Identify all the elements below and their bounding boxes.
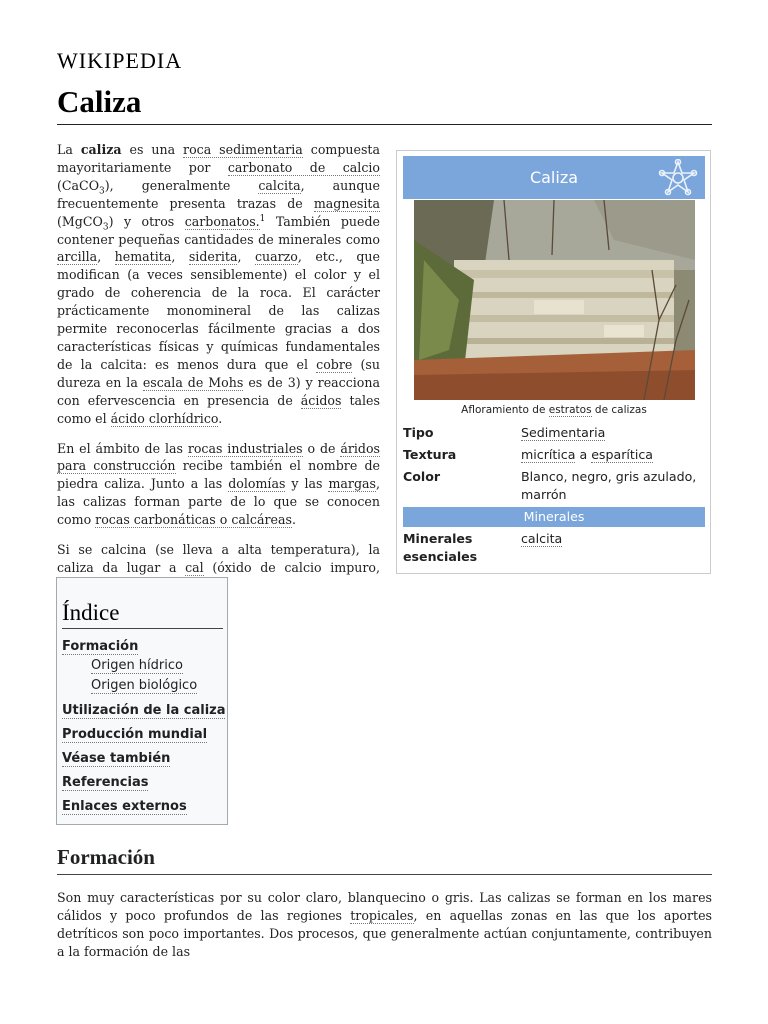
- text-run: tales como el: [57, 392, 380, 426]
- wikipedia-wordmark[interactable]: [57, 48, 182, 74]
- inline-link[interactable]: cuarzo: [254, 249, 298, 265]
- text-run: (óxido de calcio impuro,: [212, 559, 380, 575]
- footnote-ref[interactable]: 1: [259, 213, 266, 224]
- toc-item-origen-biologico[interactable]: [91, 678, 197, 693]
- infobox-title: Caliza: [529, 168, 579, 187]
- text-run: (MgCO: [57, 213, 103, 229]
- toc-item-referencias[interactable]: [62, 775, 148, 790]
- text-run: ,: [171, 249, 189, 265]
- text-run: , en aquellas zonas en las que los aportes detríticos son poco importantes. Dos procesos, que generalmente actúan conjuntamente, contribuyen a la formación de las: [57, 908, 712, 959]
- toc-item-produccion[interactable]: [62, 727, 207, 742]
- text-run: La: [57, 142, 81, 157]
- bold-text: caliza: [80, 142, 122, 157]
- text-run: , aunque frecuentemente presenta trazas de: [57, 177, 380, 211]
- inline-link[interactable]: dolomías: [228, 476, 286, 492]
- text-run: es una: [121, 142, 184, 157]
- text-run: ) y otros: [108, 213, 185, 229]
- text-run: .: [291, 512, 296, 528]
- text-run: (CaCO: [57, 177, 100, 193]
- toc-item-label: Formación: [62, 639, 139, 654]
- text-run: ,: [97, 249, 115, 265]
- text-run: recibe también el nombre de piedra caliza. Junto a las: [57, 458, 380, 492]
- text-run: es de 3) y reacciona con efervescencia en presencia de: [57, 374, 380, 408]
- lead-paragraph-1: [57, 141, 380, 428]
- text-run: .: [218, 410, 223, 426]
- wordmark-middle: IKIPEDI: [78, 48, 166, 73]
- section-paragraph: [57, 889, 712, 961]
- inline-link[interactable]: margas: [328, 476, 376, 492]
- color-label: Color: [403, 469, 441, 484]
- inline-link[interactable]: hematita: [114, 249, 172, 265]
- lead-paragraph-2: [57, 440, 380, 530]
- textura-link-micritica[interactable]: micrítica: [521, 447, 576, 462]
- text-run: ,: [237, 249, 255, 265]
- text-run: (su dureza en la: [57, 356, 380, 390]
- inline-link[interactable]: calcita: [258, 177, 301, 193]
- toc-item-label: Véase también: [62, 751, 171, 766]
- section-heading-formacion: Formación: [57, 845, 712, 875]
- infobox-header: [403, 156, 705, 199]
- tipo-label: Tipo: [403, 425, 434, 440]
- text-run: En el ámbito de las: [57, 440, 188, 456]
- infobox-row-color: [403, 468, 705, 506]
- subscript: 3: [102, 222, 109, 233]
- text-run: , las calizas forman parte de lo que se conocen como: [57, 476, 381, 528]
- caption-text-end: de calizas: [591, 404, 647, 416]
- inline-link[interactable]: carbonatos.: [184, 213, 260, 229]
- infobox: [396, 150, 711, 574]
- textura-label: Textura: [403, 447, 457, 462]
- toc-item-origen-hidrico[interactable]: [91, 658, 183, 673]
- text-run: Son muy características por su color claro, blanquecino o gris. Las calizas se forman en los mares cálidos y poco profundos de las regiones: [57, 890, 712, 923]
- text-run: , etc., que modifican (a veces sensiblemente) el color y el grado de coherencia de la roca. El carácter prácticamente monomineral de las calizas permite reconocerlas fácilmente gracias a dos características físicas y químicas fundamentales de la calcita: es menos dura que el: [57, 249, 380, 372]
- infobox-row-tipo: [403, 424, 705, 444]
- toc-item-enlaces[interactable]: [62, 799, 187, 814]
- rock-icon: [657, 159, 699, 197]
- toc-item-utilizacion[interactable]: [62, 703, 225, 718]
- textura-sep: a: [575, 447, 592, 462]
- inline-link[interactable]: arcilla: [57, 249, 98, 265]
- toc-item-label: Referencias: [62, 775, 149, 790]
- inline-link[interactable]: ácidos: [300, 392, 342, 408]
- inline-link[interactable]: cobre: [316, 356, 353, 372]
- infobox-minerales-header: Minerales: [403, 507, 705, 527]
- inline-link[interactable]: rocas industriales: [187, 440, 303, 456]
- inline-link[interactable]: carbonato de calcio: [227, 159, 380, 175]
- inline-link[interactable]: áridos para construcción: [57, 440, 381, 474]
- inline-link[interactable]: magnesita: [313, 195, 380, 211]
- toc-item-label: Origen biológico: [91, 678, 198, 693]
- wordmark-a: A: [165, 48, 183, 73]
- text-run: compuesta mayoritariamente por: [57, 142, 380, 175]
- toc-item-label: Utilización de la caliza: [62, 703, 226, 718]
- infobox-row-minerales: [403, 530, 705, 568]
- wordmark-w: W: [57, 48, 79, 73]
- subscript: 3: [99, 186, 105, 197]
- textura-link-esparitica[interactable]: esparítica: [591, 447, 653, 462]
- tipo-value-link[interactable]: Sedimentaria: [521, 425, 606, 440]
- color-value: Blanco, negro, gris azulado, marrón: [521, 469, 697, 502]
- toc-item-vease[interactable]: [62, 751, 170, 766]
- text-run: o de: [302, 440, 341, 456]
- inline-link[interactable]: tropicales: [350, 908, 414, 923]
- minerales-esenciales-label: Minerales esenciales: [403, 531, 478, 564]
- calcita-link[interactable]: calcita: [521, 531, 563, 546]
- toc-item-formacion[interactable]: [62, 639, 138, 654]
- caption-text: Afloramiento de: [461, 404, 549, 416]
- inline-link[interactable]: cal: [185, 559, 204, 575]
- inline-link[interactable]: siderita: [188, 249, 238, 265]
- limestone-outcrop-photo[interactable]: [414, 200, 695, 400]
- toc-item-label: Producción mundial: [62, 727, 208, 742]
- caption-link-estratos[interactable]: estratos: [548, 404, 592, 416]
- inline-link[interactable]: roca sedimentaria: [183, 142, 303, 157]
- text-run: y las: [285, 476, 329, 492]
- toc-item-label: Enlaces externos: [62, 799, 187, 814]
- toc-item-label: Origen hídrico: [91, 658, 183, 673]
- text-run: Si se calcina (se lleva a alta temperatura), la caliza da lugar a: [57, 542, 380, 575]
- inline-link[interactable]: ácido clorhídrico: [110, 410, 219, 426]
- table-of-contents: [56, 577, 228, 825]
- infobox-row-textura: [403, 446, 705, 466]
- inline-link[interactable]: escala de Mohs: [142, 374, 244, 390]
- inline-link[interactable]: rocas carbonáticas o calcáreas: [95, 512, 292, 528]
- text-run: ), generalmente: [104, 177, 259, 193]
- lead-section: [57, 141, 380, 607]
- infobox-caption: [403, 404, 705, 416]
- toc-title: Índice: [62, 600, 223, 629]
- text-run: También puede contener pequeñas cantidades de minerales como: [57, 213, 380, 247]
- page-title: Caliza: [57, 84, 712, 125]
